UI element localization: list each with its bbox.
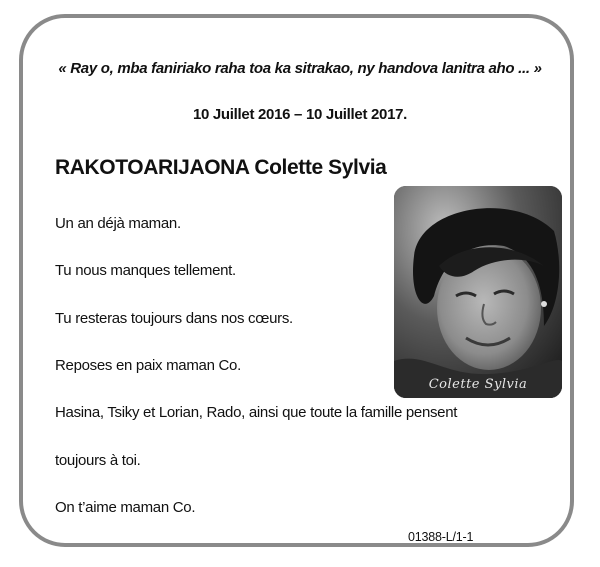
epitaph-quote: « Ray o, mba faniriako raha toa ka sitrakao, ny handova lanitra aho ... » [58,60,542,77]
message-line: Hasina, Tsiky et Lorian, Rado, ainsi que toute la famille pensent [55,404,458,421]
message-line: toujours à toi. [55,452,141,469]
reference-code: 01388-L/1-1 [408,530,474,544]
message-line: On t’aime maman Co. [55,499,196,516]
deceased-name: RAKOTOARIJAONA Colette Sylvia [55,156,387,179]
photo-caption: Colette Sylvia [428,377,528,392]
message-line: Tu resteras toujours dans nos cœurs. [55,310,293,327]
message-line: Un an déjà maman. [55,215,181,232]
message-line: Reposes en paix maman Co. [55,357,241,374]
portrait-illustration [394,186,562,398]
memorial-dates: 10 Juillet 2016 – 10 Juillet 2017. [192,106,408,123]
portrait-photo [394,186,562,398]
message-line: Tu nous manques tellement. [55,262,236,279]
